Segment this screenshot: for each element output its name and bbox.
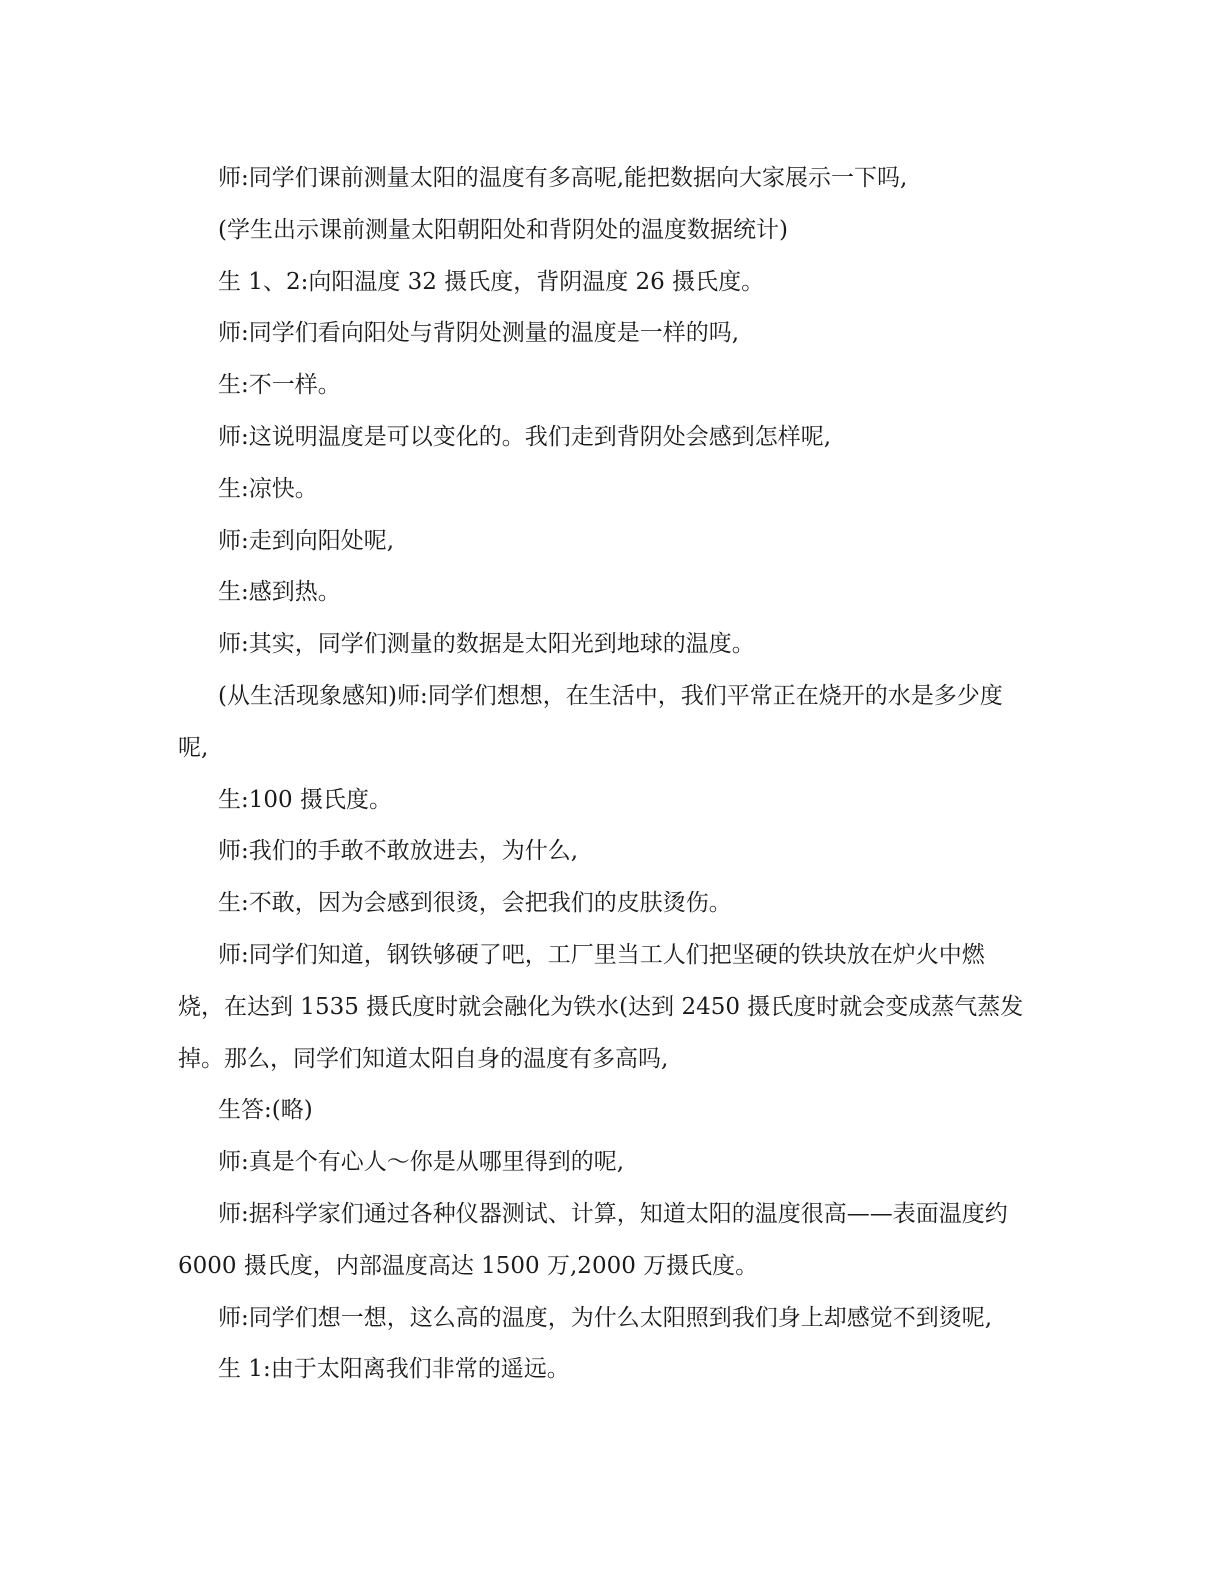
paragraph: 生:100 摄氏度。 (218, 786, 392, 813)
paragraph: 师:真是个有心人～你是从哪里得到的呢, (218, 1149, 625, 1176)
paragraph: 师:同学们课前测量太阳的温度有多高呢,能把数据向大家展示一下吗, (218, 165, 908, 191)
paragraph: 师:这说明温度是可以变化的。我们走到背阴处会感到怎样呢, (218, 423, 832, 450)
paragraph: 师:据科学家们通过各种仪器测试、计算，知道太阳的温度很高——表面温度约 6000 摄氏度，内部温度高达 1500 万,2000 万摄氏度。 (178, 1200, 1008, 1279)
paragraph: 生 1:由于太阳离我们非常的遥远。 (218, 1356, 570, 1383)
paragraph: 生答:(略) (218, 1097, 313, 1124)
paragraph: 师:同学们知道，钢铁够硬了吧，工厂里当工人们把坚硬的铁块放在炉火中燃烧，在达到 1535 摄氏度时就会融化为铁水(达到 2450 摄氏度时就会变成蒸气蒸发掉。那么，同学们知道太阳自身的温度有多高吗, (178, 941, 1024, 1072)
paragraph: 师:同学们想一想，这么高的温度，为什么太阳照到我们身上却感觉不到烫呢, (218, 1304, 993, 1331)
paragraph: 师:我们的手敢不敢放进去，为什么, (218, 838, 579, 865)
paragraph: 生 1、2:向阳温度 32 摄氏度，背阴温度 26 摄氏度。 (218, 268, 765, 295)
paragraph: 生:感到热。 (218, 579, 341, 606)
paragraph: 生:不敢，因为会感到很烫，会把我们的皮肤烫伤。 (218, 890, 732, 917)
document-body (178, 153, 1028, 1396)
paragraph: 生:凉快。 (218, 475, 318, 502)
paragraph: 师:其实，同学们测量的数据是太阳光到地球的温度。 (218, 631, 755, 658)
paragraph: 师:走到向阳处呢, (218, 527, 395, 554)
paragraph: (学生出示课前测量太阳朝阳处和背阴处的温度数据统计) (218, 216, 788, 243)
paragraph: 生:不一样。 (218, 372, 341, 399)
paragraph: 师:同学们看向阳处与背阴处测量的温度是一样的吗, (218, 320, 740, 347)
paragraph: (从生活现象感知)师:同学们想想，在生活中，我们平常正在烧开的水是多少度呢, (178, 682, 1003, 761)
